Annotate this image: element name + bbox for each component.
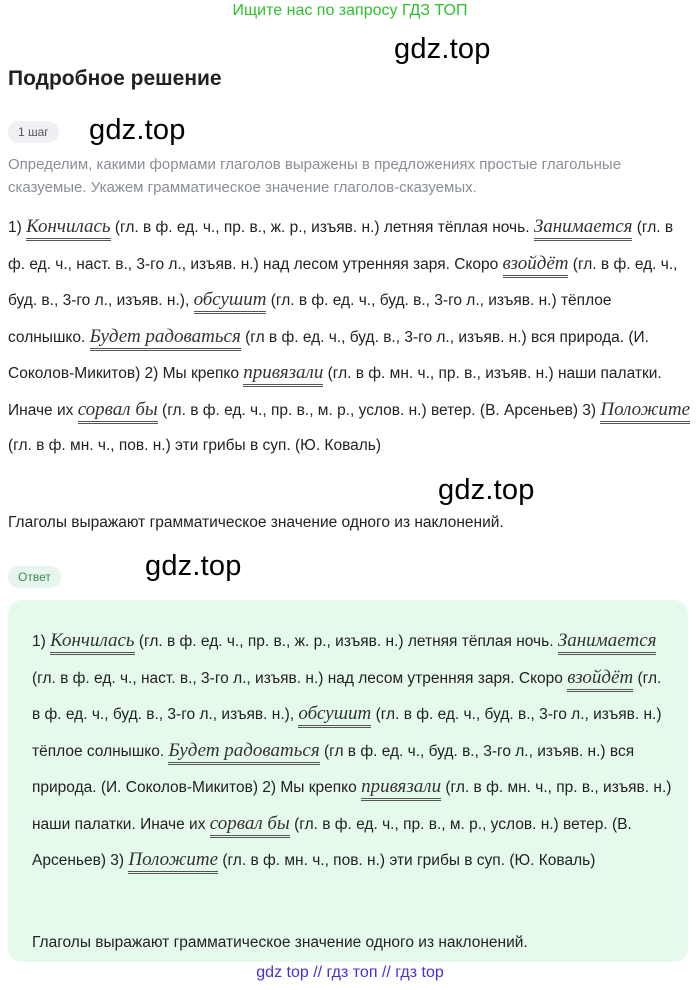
text-fragment: (гл. в ф. мн. ч., пр. в., изъяв. н.) наши палатки. Иначе их [8, 365, 662, 419]
step-intro: Определим, какими формами глаголов выражены в предложениях простые глагольные сказуемые. Укажем грамматическое значение глаголов-сказуемых. [8, 156, 622, 196]
predicate-verb: привязали [243, 362, 323, 387]
solution-conclusion: Глаголы выражают грамматическое значение одного из наклонений. [8, 514, 504, 531]
predicate-verb: Занимается [558, 630, 657, 655]
watermark: gdz.top [394, 33, 491, 65]
text-fragment: (гл. в ф. ед. ч., наст. в., 3-го л., изъяв. н.) над лесом утренняя заря. Скоро [8, 219, 674, 273]
text-fragment: (гл в ф. ед. ч., буд. в., 3-го л., изъяв. н.) вся природа. (И. Соколов-Микитов) 2) Мы крепко [32, 742, 635, 796]
answer-conclusion: Глаголы выражают грамматическое значение одного из наклонений. [32, 934, 528, 951]
text-fragment: (гл. в ф. ед. ч., пр. в., ж. р., изъяв. н.) летняя тёплая ночь. [110, 219, 534, 236]
text-fragment: (гл в ф. ед. ч., буд. в., 3-го л., изъяв. н.) вся природа. (И. Соколов-Микитов) 2) Мы крепко [8, 328, 649, 382]
step-badge: 1 шаг [8, 121, 59, 143]
predicate-verb: сорвал бы [78, 399, 158, 424]
predicate-verb: Будет радоваться [168, 740, 319, 765]
predicate-verb: Занимается [534, 216, 633, 241]
solution-text [8, 209, 692, 464]
text-fragment: (гл. в ф. ед. ч., пр. в., м. р., услов. н.) ветер. (В. Арсеньев) 3) [32, 815, 632, 869]
page-title: Подробное решение [8, 67, 222, 90]
predicate-verb: обсушит [194, 289, 267, 314]
text-fragment: (гл. в ф. мн. ч., пр. в., изъяв. н.) наши палатки. Иначе их [32, 779, 672, 833]
text-fragment: (гл. в ф. ед. ч., пр. в., м. р., услов. н.) ветер. (В. Арсеньев) 3) [157, 401, 601, 419]
text-fragment: 1) [32, 633, 51, 650]
top-banner: Ищите нас по запросу ГДЗ ТОП [232, 2, 468, 19]
text-fragment: (гл. в ф. мн. ч., пов. н.) эти грибы в суп. (Ю. Коваль) [218, 852, 596, 869]
text-fragment: (гл. в ф. ед. ч., пр. в., ж. р., изъяв. н.) летняя тёплая ночь. [134, 633, 558, 650]
footer-links[interactable]: gdz top // гдз топ // гдз top [256, 964, 444, 981]
predicate-verb: Положите [600, 399, 690, 424]
text-fragment: (гл. в ф. ед. ч., буд. в., 3-го л., изъяв. н.), [8, 255, 678, 309]
predicate-verb: сорвал бы [210, 813, 290, 838]
predicate-verb: Будет радоваться [90, 326, 241, 351]
text-fragment: (гл. в ф. мн. ч., пов. н.) эти грибы в суп. (Ю. Коваль) [8, 437, 382, 454]
text-fragment: (гл. в ф. ед. ч., наст. в., 3-го л., изъяв. н.) над лесом утренняя заря. Скоро [32, 669, 568, 687]
predicate-verb: привязали [361, 776, 441, 801]
watermark: gdz.top [438, 474, 535, 506]
text-fragment: 1) [8, 219, 27, 236]
predicate-verb: взойдёт [567, 667, 633, 692]
answer-text [32, 623, 672, 879]
answer-badge: Ответ [8, 566, 61, 588]
watermark: gdz.top [145, 550, 242, 582]
predicate-verb: обсушит [298, 703, 371, 728]
text-fragment: (гл. в ф. ед. ч., буд. в., 3-го л., изъяв. н.), [32, 669, 662, 723]
predicate-verb: взойдёт [503, 253, 569, 278]
watermark: gdz.top [89, 114, 186, 146]
text-fragment: (гл. в ф. ед. ч., буд. в., 3-го л., изъяв. н.) тёплое солнышко. [8, 292, 612, 346]
predicate-verb: Кончилась [26, 216, 110, 241]
text-fragment: (гл. в ф. ед. ч., буд. в., 3-го л., изъяв. н.) тёплое солнышко. [32, 706, 662, 760]
predicate-verb: Положите [128, 849, 218, 874]
predicate-verb: Кончилась [50, 630, 134, 655]
